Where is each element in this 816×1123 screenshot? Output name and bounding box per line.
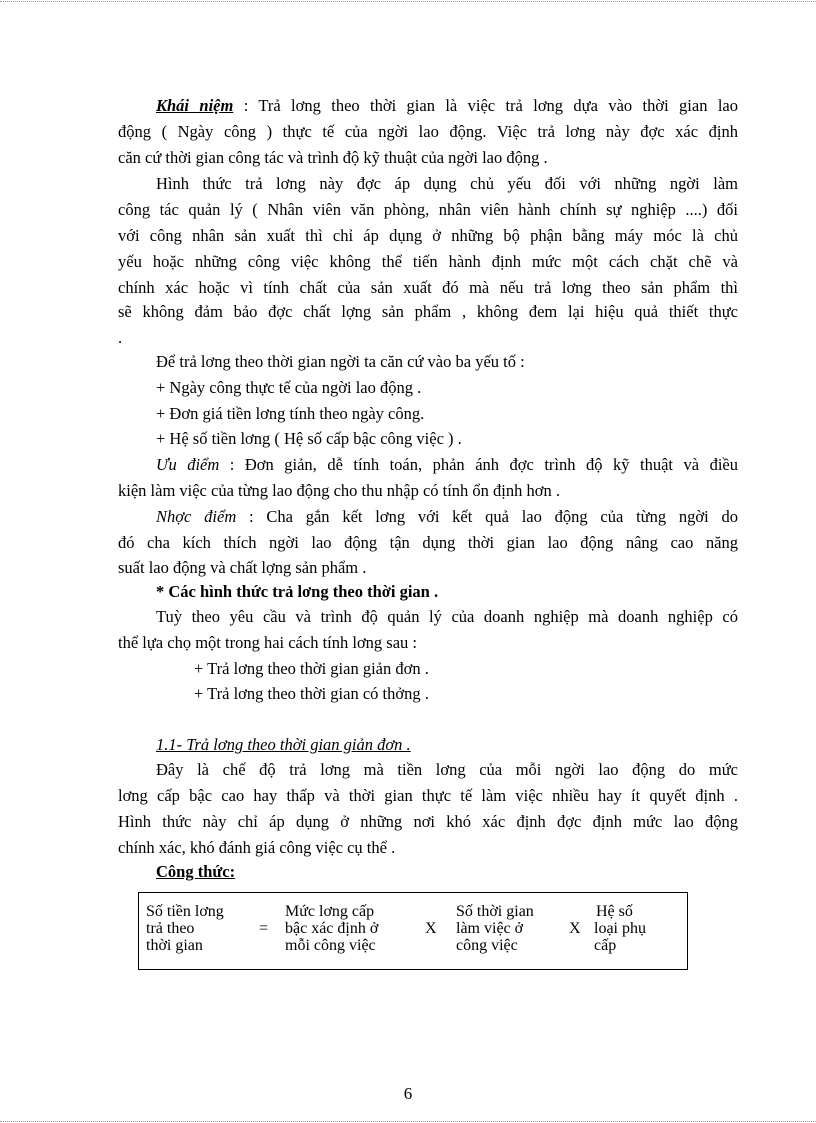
forms-line-1: Tuỳ theo yêu cầu và trình độ quản lý của doanh nghiệp mà doanh nghiệp có — [156, 607, 738, 626]
formula-col-1 — [146, 903, 224, 954]
formula-col-4-line-1: Hệ số — [596, 903, 633, 920]
factor-item-3: + Hệ số tiền lơng ( Hệ số cấp bậc công việc ) . — [156, 429, 462, 448]
disadvantages-line-1 — [118, 507, 738, 527]
definition-line-2: động ( Ngày công ) thực tế của ngời lao động. Việc trả lơng này đợc xác định — [118, 122, 738, 141]
formula-col-2-line-2: bậc xác định ở — [285, 920, 379, 937]
formula-col-3 — [456, 903, 534, 954]
factor-item-2: + Đơn giá tiền lơng tính theo ngày công. — [156, 404, 425, 423]
formula-col-2 — [285, 903, 378, 954]
formula-equals: = — [259, 920, 269, 937]
application-line-1: Hình thức trả lơng này đợc áp dụng chủ yếu đối với những ngời làm — [156, 174, 738, 193]
bottom-dotted-border — [0, 1121, 816, 1122]
formula-box — [138, 892, 688, 970]
advantages-line-1 — [118, 455, 738, 475]
disadvantages-line-3: suất lao động và chất lợng sản phẩm . — [118, 558, 367, 577]
formula-col-3-line-1: Số thời gian — [456, 903, 534, 920]
section-1-1-line-3: Hình thức này chỉ áp dụng ở những nơi khó xác định đợc định mức lao động — [118, 812, 738, 831]
formula-col-2-line-3: mỗi công việc — [285, 937, 376, 954]
definition-text: : Trả lơng theo thời gian là việc trả lơng dựa vào thời gian lao — [233, 96, 738, 115]
application-line-3: với công nhân sản xuất thì chỉ áp dụng ở những bộ phận bằng máy móc là chủ — [118, 226, 738, 245]
forms-item-1: + Trả lơng theo thời gian giản đơn . — [194, 659, 429, 678]
forms-heading: * Các hình thức trả lơng theo thời gian . — [156, 582, 439, 601]
application-line-4: yếu hoặc những công việc không thể tiến hành định mức một cách chặt chẽ và — [118, 252, 738, 271]
page-number: 6 — [403, 1084, 413, 1103]
section-1-1-heading: 1.1- Trả lơng theo thời gian giản đơn . — [156, 735, 411, 754]
application-line-7: . — [118, 328, 123, 347]
formula-col-3-line-3: công việc — [456, 937, 518, 954]
formula-col-3-line-2: làm việc ở — [456, 920, 524, 937]
formula-times-2: X — [569, 920, 581, 937]
factor-item-1: + Ngày công thực tế của ngời lao động . — [156, 378, 422, 397]
advantages-line-2: kiện làm việc của từng lao động cho thu nhập có tính ổn định hơn . — [118, 481, 560, 500]
definition-line-3: căn cứ thời gian công tác và trình độ kỹ thuật của ngời lao động . — [118, 148, 548, 167]
section-1-1-line-4: chính xác, khó đánh giá công việc cụ thể . — [118, 838, 396, 857]
formula-label: Công thức: — [156, 862, 236, 881]
forms-item-2: + Trả lơng theo thời gian có thởng . — [194, 684, 429, 703]
application-line-5: chính xác hoặc vì tính chất của sản xuất đó mà nếu trả lơng theo sản phẩm thì — [118, 278, 738, 297]
disadvantages-line-2: đó cha kích thích ngời lao động tận dụng thời gian lao động nâng cao năng — [118, 533, 738, 552]
formula-times-1: X — [425, 920, 437, 937]
forms-line-2: thể lựa chọ một trong hai cách tính lơng sau : — [118, 633, 418, 652]
application-line-6: sẽ không đảm bảo đợc chất lợng sản phẩm , không đem lại hiệu quả thiết thực — [118, 302, 738, 321]
factors-intro: Để trả lơng theo thời gian ngời ta căn cứ vào ba yếu tố : — [156, 352, 525, 371]
advantages-text: : Đơn giản, dễ tính toán, phản ánh đợc trình độ kỹ thuật và điều — [219, 455, 738, 474]
definition-line-1 — [118, 96, 738, 116]
advantages-label: Ưu điểm — [156, 455, 220, 474]
top-dotted-border — [0, 1, 816, 2]
section-1-1-line-1: Đây là chế độ trả lơng mà tiền lơng của mỗi ngời lao động do mức — [156, 760, 738, 779]
application-line-2: công tác quản lý ( Nhân viên văn phòng, nhân viên hành chính sự nghiệp ....) đối — [118, 200, 738, 219]
disadvantages-label: Nhợc điểm — [156, 507, 237, 526]
formula-col-1-line-3: thời gian — [146, 937, 203, 954]
formula-col-4-line-3: cấp — [594, 937, 617, 954]
formula-col-4 — [594, 903, 646, 954]
formula-col-1-line-2: trả theo — [146, 920, 195, 937]
definition-label: Khái niệm — [156, 96, 234, 115]
section-1-1-line-2: lơng cấp bậc cao hay thấp và thời gian thực tế làm việc nhiều hay ít quyết định . — [118, 786, 738, 805]
disadvantages-text: : Cha gắn kết lơng với kết quả lao động của từng ngời do — [236, 507, 738, 526]
formula-col-1-line-1: Số tiền lơng — [146, 903, 224, 920]
formula-col-2-line-1: Mức lơng cấp — [285, 903, 375, 920]
formula-col-4-line-2: loại phụ — [594, 920, 646, 937]
